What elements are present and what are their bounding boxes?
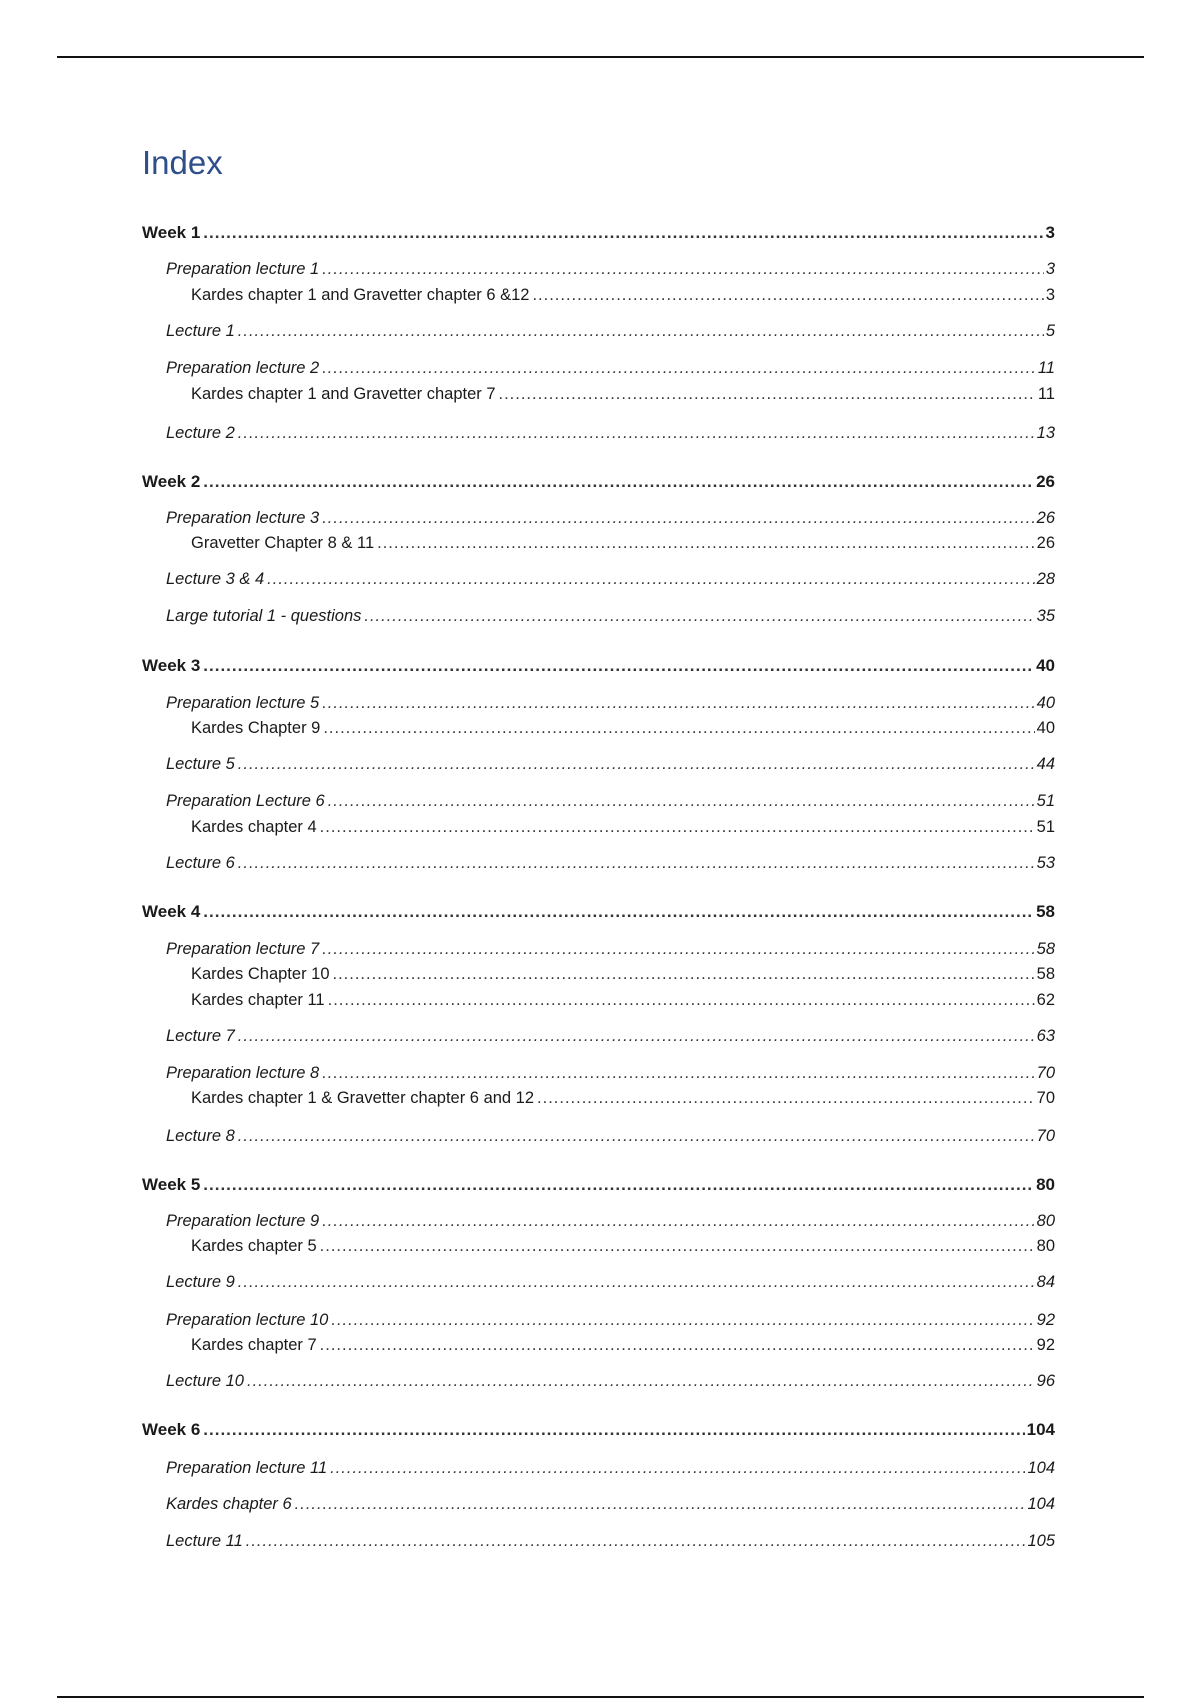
toc-entry[interactable] — [166, 852, 1055, 874]
dot-leader — [322, 258, 1044, 280]
toc-entry-label: Kardes Chapter 10 — [191, 965, 330, 983]
header-rule — [57, 56, 1144, 58]
toc-entry-page-number: 70 — [1036, 1089, 1055, 1107]
toc-entry[interactable] — [166, 258, 1055, 280]
toc-entry[interactable] — [166, 1210, 1055, 1232]
toc-entry-label: Preparation Lecture 6 — [166, 792, 325, 810]
toc-entry[interactable] — [142, 222, 1055, 244]
toc-entry[interactable] — [142, 901, 1055, 923]
dot-leader — [532, 284, 1043, 306]
dot-leader — [203, 1419, 1024, 1441]
toc-entry-page-number: 26 — [1036, 509, 1055, 527]
toc-entry-label: Lecture 3 & 4 — [166, 570, 265, 588]
toc-entry[interactable] — [191, 963, 1055, 985]
page-title: Index — [142, 144, 223, 181]
toc-entry[interactable] — [191, 989, 1055, 1011]
dot-leader — [322, 1210, 1034, 1232]
toc-entry[interactable] — [191, 717, 1055, 739]
toc-entry-label: Week 5 — [142, 1175, 201, 1194]
toc-entry-page-number: 84 — [1036, 1273, 1055, 1291]
dot-leader — [328, 989, 1035, 1011]
toc-entry-page-number: 53 — [1036, 854, 1055, 872]
toc-entry-label: Week 4 — [142, 902, 201, 921]
toc-entry-label: Gravetter Chapter 8 & 11 — [191, 534, 375, 552]
toc-entry-page-number: 13 — [1036, 424, 1055, 442]
toc-entry-label: Lecture 9 — [166, 1273, 235, 1291]
toc-entry-page-number: 3 — [1045, 286, 1055, 304]
toc-entry-label: Kardes chapter 5 — [191, 1237, 317, 1255]
toc-entry-label: Kardes chapter 1 and Gravetter chapter 6 &12 — [191, 286, 530, 304]
toc-entry-page-number: 3 — [1045, 260, 1055, 278]
toc-entry-page-number: 26 — [1036, 534, 1055, 552]
toc-entry-page-number: 40 — [1036, 694, 1055, 712]
toc-entry-page-number: 58 — [1036, 902, 1055, 921]
toc-entry[interactable] — [166, 1025, 1055, 1047]
toc-entry-page-number: 92 — [1036, 1336, 1055, 1354]
toc-entry-page-number: 44 — [1036, 755, 1055, 773]
toc-entry-label: Lecture 7 — [166, 1027, 235, 1045]
toc-entry-label: Week 2 — [142, 472, 201, 491]
dot-leader — [203, 471, 1034, 493]
toc-entry-page-number: 11 — [1037, 385, 1055, 403]
toc-entry[interactable] — [166, 1062, 1055, 1084]
dot-leader — [238, 852, 1035, 874]
dot-leader — [322, 938, 1034, 960]
toc-entry[interactable] — [166, 1530, 1055, 1552]
toc-entry-page-number: 70 — [1036, 1064, 1055, 1082]
toc-entry-page-number: 104 — [1027, 1495, 1055, 1513]
dot-leader — [238, 753, 1035, 775]
toc-entry[interactable] — [142, 655, 1055, 677]
toc-entry-label: Large tutorial 1 - questions — [166, 607, 362, 625]
toc-entry[interactable] — [142, 1419, 1055, 1441]
toc-entry-label: Kardes chapter 1 and Gravetter chapter 7 — [191, 385, 496, 403]
toc-entry-page-number: 28 — [1036, 570, 1055, 588]
toc-entry-label: Lecture 2 — [166, 424, 235, 442]
toc-entry[interactable] — [166, 1493, 1055, 1515]
toc-entry[interactable] — [166, 422, 1055, 444]
toc-entry-label: Week 6 — [142, 1420, 201, 1439]
toc-entry[interactable] — [166, 790, 1055, 812]
toc-entry-page-number: 58 — [1036, 965, 1055, 983]
toc-entry-label: Lecture 11 — [166, 1532, 243, 1550]
dot-leader — [320, 816, 1035, 838]
toc-entry[interactable] — [166, 1271, 1055, 1293]
dot-leader — [328, 790, 1035, 812]
toc-entry-page-number: 40 — [1036, 656, 1055, 675]
toc-entry-label: Kardes chapter 4 — [191, 818, 317, 836]
dot-leader — [203, 1174, 1034, 1196]
dot-leader — [330, 1457, 1025, 1479]
toc-entry[interactable] — [166, 605, 1055, 627]
toc-entry-page-number: 80 — [1036, 1237, 1055, 1255]
toc-entry[interactable] — [191, 284, 1055, 306]
toc-entry[interactable] — [166, 1309, 1055, 1331]
dot-leader — [537, 1087, 1035, 1109]
dot-leader — [333, 963, 1035, 985]
toc-entry-page-number: 92 — [1036, 1311, 1055, 1329]
toc-entry-label: Preparation lecture 9 — [166, 1212, 320, 1230]
dot-leader — [377, 532, 1035, 554]
toc-entry-label: Week 3 — [142, 656, 201, 675]
dot-leader — [364, 605, 1034, 627]
dot-leader — [246, 1530, 1026, 1552]
toc-entry-label: Kardes chapter 11 — [191, 991, 325, 1009]
toc-entry-page-number: 80 — [1036, 1175, 1055, 1194]
toc-entry[interactable] — [191, 383, 1055, 405]
dot-leader — [323, 717, 1034, 739]
footer-rule — [57, 1696, 1144, 1698]
dot-leader — [295, 1493, 1026, 1515]
toc-entry-page-number: 3 — [1045, 223, 1055, 242]
toc-entry-label: Week 1 — [142, 223, 201, 242]
toc-entry[interactable] — [166, 357, 1055, 379]
toc-entry-label: Preparation lecture 7 — [166, 940, 320, 958]
toc-entry[interactable] — [191, 532, 1055, 554]
dot-leader — [238, 1125, 1035, 1147]
dot-leader — [203, 655, 1034, 677]
dot-leader — [320, 1334, 1035, 1356]
toc-entry-page-number: 26 — [1036, 472, 1055, 491]
toc-entry[interactable] — [191, 1087, 1055, 1109]
toc-entry-page-number: 5 — [1045, 322, 1055, 340]
toc-entry-label: Lecture 1 — [166, 322, 235, 340]
dot-leader — [322, 1062, 1034, 1084]
toc-entry[interactable] — [191, 1235, 1055, 1257]
toc-entry-page-number: 63 — [1036, 1027, 1055, 1045]
toc-entry[interactable] — [191, 1334, 1055, 1356]
toc-entry-label: Lecture 10 — [166, 1372, 244, 1390]
toc-entry-page-number: 104 — [1027, 1459, 1055, 1477]
toc-entry[interactable] — [142, 471, 1055, 493]
dot-leader — [322, 692, 1034, 714]
toc-entry-page-number: 11 — [1037, 359, 1055, 377]
toc-entry[interactable] — [142, 1174, 1055, 1196]
dot-leader — [331, 1309, 1034, 1331]
dot-leader — [499, 383, 1036, 405]
dot-leader — [238, 422, 1035, 444]
toc-entry-page-number: 62 — [1036, 991, 1055, 1009]
toc-entry-label: Kardes chapter 1 & Gravetter chapter 6 and 12 — [191, 1089, 535, 1107]
toc-entry-page-number: 35 — [1036, 607, 1055, 625]
toc-entry-page-number: 104 — [1026, 1420, 1055, 1439]
dot-leader — [238, 1271, 1035, 1293]
dot-leader — [322, 507, 1034, 529]
toc-entry[interactable] — [166, 1457, 1055, 1479]
toc-entry-label: Kardes Chapter 9 — [191, 719, 321, 737]
toc-entry[interactable] — [166, 507, 1055, 529]
toc-entry-label: Preparation lecture 2 — [166, 359, 320, 377]
toc-entry-page-number: 105 — [1027, 1532, 1055, 1550]
toc-entry-label: Lecture 6 — [166, 854, 235, 872]
toc-entry[interactable] — [191, 816, 1055, 838]
toc-entry[interactable] — [166, 692, 1055, 714]
dot-leader — [320, 1235, 1035, 1257]
toc-entry-page-number: 80 — [1036, 1212, 1055, 1230]
dot-leader — [247, 1370, 1035, 1392]
dot-leader — [238, 320, 1044, 342]
toc-entry[interactable] — [166, 1370, 1055, 1392]
toc-entry-page-number: 96 — [1036, 1372, 1055, 1390]
toc-entry-label: Preparation lecture 11 — [166, 1459, 328, 1477]
toc-entry-label: Lecture 5 — [166, 755, 235, 773]
toc-entry[interactable] — [166, 1125, 1055, 1147]
dot-leader — [203, 901, 1034, 923]
toc-entry-label: Preparation lecture 3 — [166, 509, 320, 527]
dot-leader — [203, 222, 1043, 244]
toc-entry-label: Kardes chapter 7 — [191, 1336, 317, 1354]
toc-entry-label: Kardes chapter 6 — [166, 1495, 292, 1513]
toc-entry-page-number: 58 — [1036, 940, 1055, 958]
toc-entry-label: Preparation lecture 1 — [166, 260, 320, 278]
toc-entry-page-number: 51 — [1036, 792, 1055, 810]
dot-leader — [267, 568, 1034, 590]
toc-entry-label: Preparation lecture 8 — [166, 1064, 320, 1082]
toc-entry[interactable] — [166, 753, 1055, 775]
dot-leader — [238, 1025, 1035, 1047]
toc-entry-page-number: 51 — [1036, 818, 1055, 836]
toc-entry-page-number: 40 — [1036, 719, 1055, 737]
dot-leader — [322, 357, 1036, 379]
toc-entry-label: Lecture 8 — [166, 1127, 235, 1145]
toc-entry-label: Preparation lecture 5 — [166, 694, 320, 712]
toc-entry-page-number: 70 — [1036, 1127, 1055, 1145]
toc-entry[interactable] — [166, 938, 1055, 960]
toc-entry-label: Preparation lecture 10 — [166, 1311, 329, 1329]
toc-entry[interactable] — [166, 568, 1055, 590]
toc-entry[interactable] — [166, 320, 1055, 342]
